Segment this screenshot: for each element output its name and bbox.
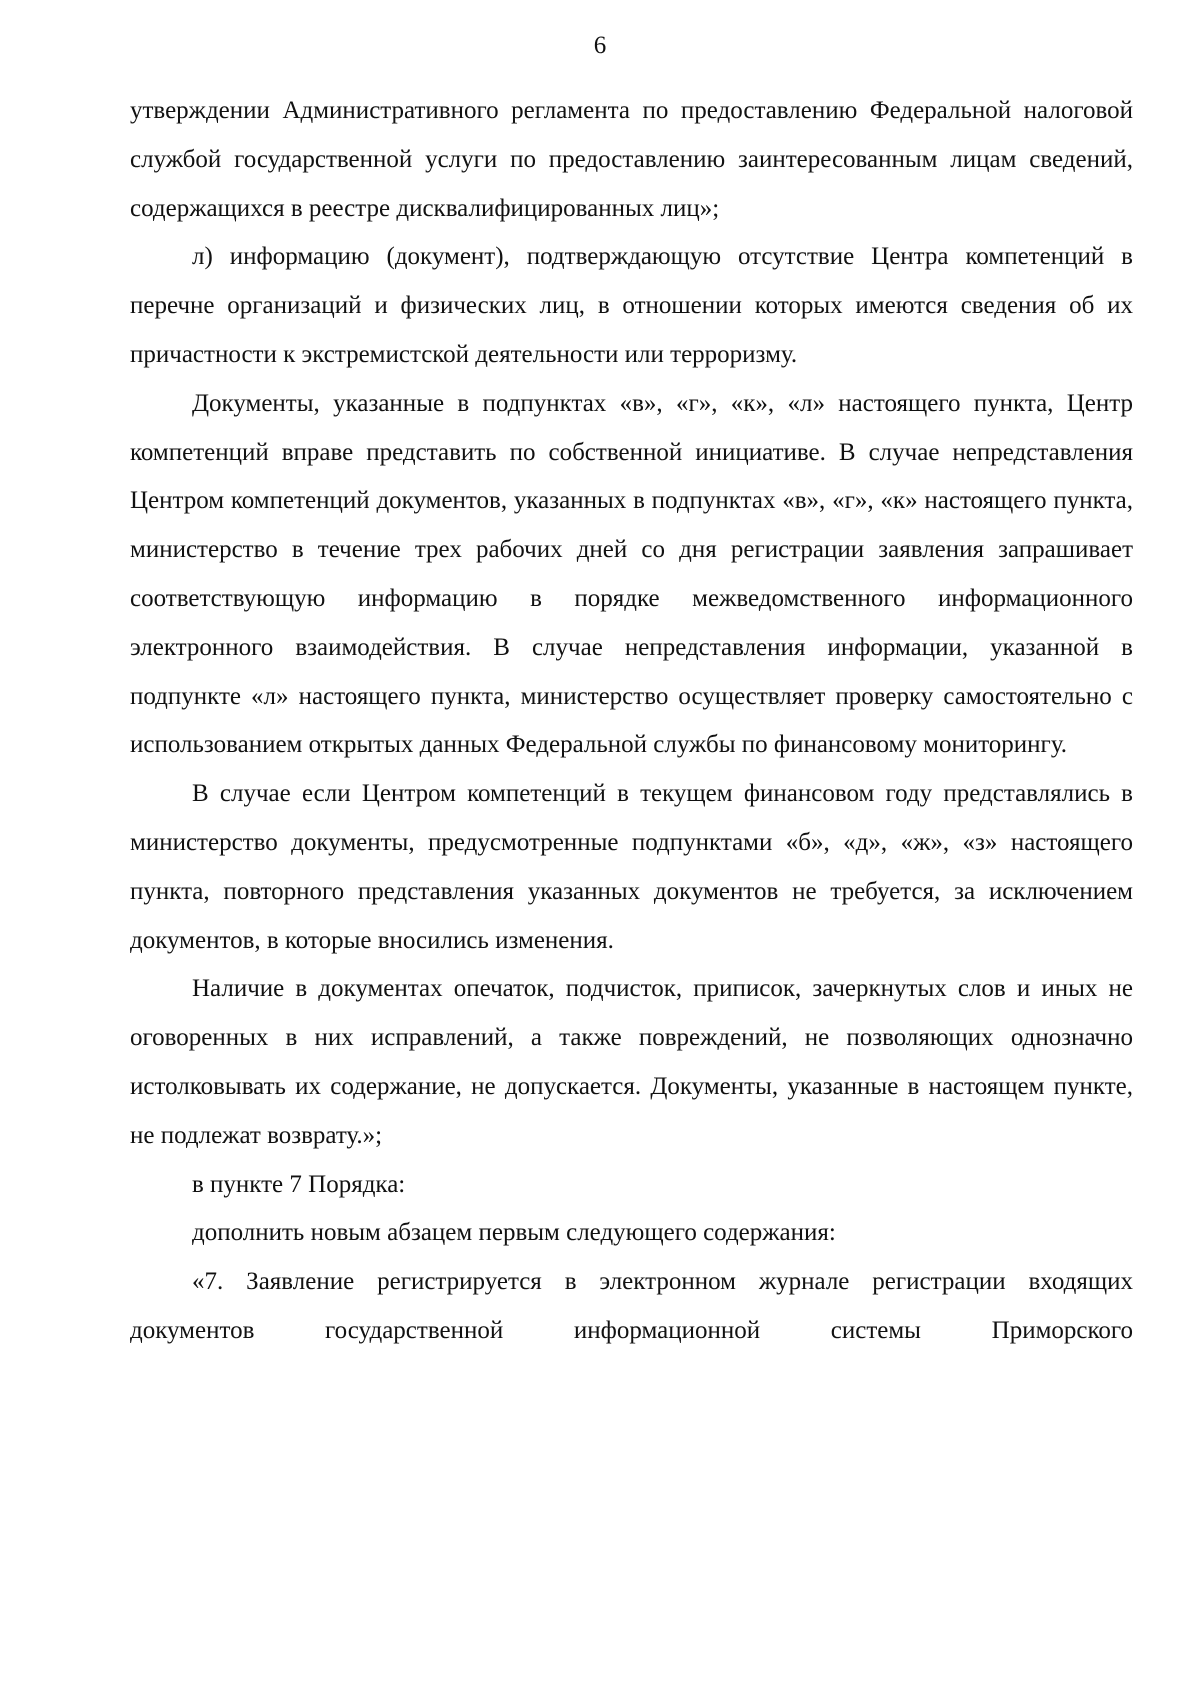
paragraph-point-7-text: «7. Заявление регистрируется в электронном журнале регистрации входящих документов государственной информационной системы Приморского xyxy=(130,1268,1133,1344)
document-body xyxy=(130,87,1133,1356)
paragraph-item-l: л) информацию (документ), подтверждающую отсутствие Центра компетенций в перечне организаций и физических лиц, в отношении которых имеются сведения об их причастности к экстремистской деятельности или терроризму. xyxy=(130,243,1133,368)
page-number: 6 xyxy=(593,32,607,59)
paragraph-add-new-first-paragraph: дополнить новым абзацем первым следующего содержания: xyxy=(192,1219,836,1247)
paragraph-corrections-not-allowed: Наличие в документах опечаток, подчисток, приписок, зачеркнутых слов и иных не оговоренных в них исправлений, а также повреждений, не позволяющих однозначно истолковывать их содержание, не допускается. Документы, указанные в настоящем пункте, не подлежат возврату.»; xyxy=(130,975,1133,1149)
paragraph-point-7-heading: в пункте 7 Порядка: xyxy=(192,1170,406,1198)
paragraph-repeat-submission: В случае если Центром компетенций в текущем финансовом году представлялись в министерство документы, предусмотренные подпунктами «б», «д», «ж», «з» настоящего пункта, повторного представления указанных документов не требуется, за исключением документов, в которые вносились изменения. xyxy=(130,780,1133,954)
paragraph-regulation-continuation: утверждении Административного регламента по предоставлению Федеральной налоговой службой государственной услуги по предоставлению заинтересованным лицам сведений, содержащихся в реестре дисквалифицированных лиц»; xyxy=(130,97,1133,222)
paragraph-documents-initiative: Документы, указанные в подпунктах «в», «г», «к», «л» настоящего пункта, Центр компетенций вправе представить по собственной инициативе. В случае непредставления Центром компетенций документов, указанных в подпунктах «в», «г», «к» настоящего пункта, министерство в течение трех рабочих дней со дня регистрации заявления запрашивает соответствующую информацию в порядке межведомственного информационного электронного взаимодействия. В случае непредставления информации, указанной в подпункте «л» настоящего пункта, министерство осуществляет проверку самостоятельно с использованием открытых данных Федеральной службы по финансовому мониторингу. xyxy=(130,389,1133,759)
